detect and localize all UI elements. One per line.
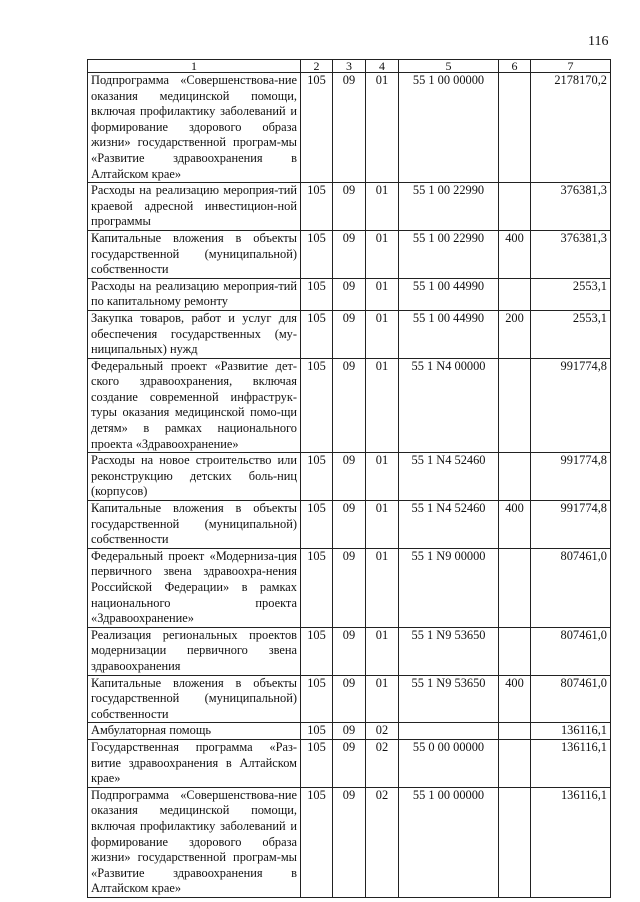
cell-ministry-code: 105 bbox=[301, 183, 333, 231]
cell-ministry-code: 105 bbox=[301, 548, 333, 627]
cell-expense-type bbox=[499, 183, 531, 231]
table-row bbox=[88, 548, 611, 627]
cell-subsection: 01 bbox=[366, 310, 399, 358]
table-row bbox=[88, 358, 611, 453]
cell-expense-type bbox=[499, 453, 531, 501]
cell-target-article: 55 1 00 00000 bbox=[399, 787, 499, 897]
cell-subsection: 01 bbox=[366, 453, 399, 501]
cell-section: 09 bbox=[333, 548, 366, 627]
cell-expense-type: 200 bbox=[499, 310, 531, 358]
cell-target-article: 55 1 00 44990 bbox=[399, 310, 499, 358]
cell-subsection: 01 bbox=[366, 501, 399, 549]
cell-expense-type: 400 bbox=[499, 501, 531, 549]
table-row bbox=[88, 310, 611, 358]
page-number: 116 bbox=[588, 34, 609, 49]
cell-amount: 2178170,2 bbox=[531, 73, 611, 183]
cell-amount: 136116,1 bbox=[531, 787, 611, 897]
cell-subsection: 02 bbox=[366, 787, 399, 897]
row-description: Капитальные вложения в объекты государственной (муниципальной) собственности bbox=[88, 675, 301, 723]
column-header: 2 bbox=[301, 60, 333, 73]
cell-amount: 807461,0 bbox=[531, 627, 611, 675]
cell-target-article: 55 1 N4 52460 bbox=[399, 501, 499, 549]
cell-ministry-code: 105 bbox=[301, 358, 333, 453]
cell-ministry-code: 105 bbox=[301, 453, 333, 501]
cell-target-article: 55 1 N9 00000 bbox=[399, 548, 499, 627]
column-header: 7 bbox=[531, 60, 611, 73]
cell-amount: 376381,3 bbox=[531, 183, 611, 231]
budget-table bbox=[87, 59, 611, 898]
cell-ministry-code: 105 bbox=[301, 73, 333, 183]
cell-subsection: 02 bbox=[366, 723, 399, 740]
cell-section: 09 bbox=[333, 278, 366, 310]
cell-amount: 2553,1 bbox=[531, 278, 611, 310]
cell-subsection: 02 bbox=[366, 739, 399, 787]
cell-amount: 136116,1 bbox=[531, 739, 611, 787]
cell-expense-type bbox=[499, 723, 531, 740]
cell-target-article: 55 1 N9 53650 bbox=[399, 627, 499, 675]
row-description: Расходы на новое строительство или реконструкцию детских боль-ниц (корпусов) bbox=[88, 453, 301, 501]
cell-expense-type bbox=[499, 787, 531, 897]
cell-amount: 376381,3 bbox=[531, 230, 611, 278]
cell-ministry-code: 105 bbox=[301, 787, 333, 897]
row-description: Расходы на реализацию мероприя-тий по капитальному ремонту bbox=[88, 278, 301, 310]
column-header: 1 bbox=[88, 60, 301, 73]
cell-section: 09 bbox=[333, 739, 366, 787]
row-description: Подпрограмма «Совершенствова-ние оказания медицинской помощи, включая профилактику заболеваний и формирование здорового образа жизни» государственной програм-мы «Развитие здравоохранения в Алтайском крае» bbox=[88, 787, 301, 897]
cell-section: 09 bbox=[333, 627, 366, 675]
cell-subsection: 01 bbox=[366, 627, 399, 675]
table-row bbox=[88, 627, 611, 675]
cell-ministry-code: 105 bbox=[301, 310, 333, 358]
cell-ministry-code: 105 bbox=[301, 723, 333, 740]
cell-expense-type: 400 bbox=[499, 230, 531, 278]
cell-amount: 2553,1 bbox=[531, 310, 611, 358]
cell-subsection: 01 bbox=[366, 358, 399, 453]
row-description: Капитальные вложения в объекты государственной (муниципальной) собственности bbox=[88, 501, 301, 549]
cell-amount: 136116,1 bbox=[531, 723, 611, 740]
cell-amount: 807461,0 bbox=[531, 548, 611, 627]
cell-expense-type: 400 bbox=[499, 675, 531, 723]
cell-section: 09 bbox=[333, 453, 366, 501]
cell-target-article: 55 1 00 22990 bbox=[399, 183, 499, 231]
table-row bbox=[88, 278, 611, 310]
table-row bbox=[88, 723, 611, 740]
column-header: 4 bbox=[366, 60, 399, 73]
header-row bbox=[88, 60, 611, 73]
cell-ministry-code: 105 bbox=[301, 278, 333, 310]
cell-target-article: 55 1 00 22990 bbox=[399, 230, 499, 278]
cell-subsection: 01 bbox=[366, 675, 399, 723]
row-description: Капитальные вложения в объекты государственной (муниципальной) собственности bbox=[88, 230, 301, 278]
cell-target-article bbox=[399, 723, 499, 740]
cell-ministry-code: 105 bbox=[301, 739, 333, 787]
cell-section: 09 bbox=[333, 723, 366, 740]
cell-section: 09 bbox=[333, 183, 366, 231]
cell-amount: 807461,0 bbox=[531, 675, 611, 723]
cell-section: 09 bbox=[333, 310, 366, 358]
column-header: 6 bbox=[499, 60, 531, 73]
cell-expense-type bbox=[499, 278, 531, 310]
row-description: Закупка товаров, работ и услуг для обеспечения государственных (му-ниципальных) нужд bbox=[88, 310, 301, 358]
table-row bbox=[88, 739, 611, 787]
cell-section: 09 bbox=[333, 73, 366, 183]
table-row bbox=[88, 501, 611, 549]
row-description: Амбулаторная помощь bbox=[88, 723, 301, 740]
cell-ministry-code: 105 bbox=[301, 501, 333, 549]
cell-target-article: 55 1 N9 53650 bbox=[399, 675, 499, 723]
row-description: Расходы на реализацию мероприя-тий краевой адресной инвестицион-ной программы bbox=[88, 183, 301, 231]
cell-section: 09 bbox=[333, 675, 366, 723]
cell-subsection: 01 bbox=[366, 548, 399, 627]
cell-subsection: 01 bbox=[366, 183, 399, 231]
cell-subsection: 01 bbox=[366, 230, 399, 278]
row-description: Подпрограмма «Совершенствова-ние оказания медицинской помощи, включая профилактику заболеваний и формирование здорового образа жизни» государственной програм-мы «Развитие здравоохранения в Алтайском крае» bbox=[88, 73, 301, 183]
column-header: 5 bbox=[399, 60, 499, 73]
cell-amount: 991774,8 bbox=[531, 453, 611, 501]
cell-section: 09 bbox=[333, 230, 366, 278]
cell-expense-type bbox=[499, 358, 531, 453]
cell-expense-type bbox=[499, 627, 531, 675]
cell-expense-type bbox=[499, 548, 531, 627]
cell-section: 09 bbox=[333, 501, 366, 549]
cell-section: 09 bbox=[333, 787, 366, 897]
cell-ministry-code: 105 bbox=[301, 627, 333, 675]
cell-ministry-code: 105 bbox=[301, 230, 333, 278]
table-row bbox=[88, 453, 611, 501]
cell-target-article: 55 1 00 44990 bbox=[399, 278, 499, 310]
row-description: Реализация региональных проектов модернизации первичного звена здравоохранения bbox=[88, 627, 301, 675]
cell-expense-type bbox=[499, 739, 531, 787]
cell-target-article: 55 0 00 00000 bbox=[399, 739, 499, 787]
column-header: 3 bbox=[333, 60, 366, 73]
cell-subsection: 01 bbox=[366, 278, 399, 310]
cell-subsection: 01 bbox=[366, 73, 399, 183]
row-description: Государственная программа «Раз-витие здравоохранения в Алтайском крае» bbox=[88, 739, 301, 787]
cell-target-article: 55 1 00 00000 bbox=[399, 73, 499, 183]
cell-amount: 991774,8 bbox=[531, 358, 611, 453]
cell-section: 09 bbox=[333, 358, 366, 453]
row-description: Федеральный проект «Модерниза-ция первичного звена здравоохра-нения Российской Федерации» в рамках национального проекта «Здравоохранение» bbox=[88, 548, 301, 627]
row-description: Федеральный проект «Развитие дет-ского здравоохранения, включая создание современной инфраструк-туры оказания медицинской помо-щи детям» в рамках национального проекта «Здравоохранение» bbox=[88, 358, 301, 453]
table-row bbox=[88, 183, 611, 231]
cell-amount: 991774,8 bbox=[531, 501, 611, 549]
cell-expense-type bbox=[499, 73, 531, 183]
table-row bbox=[88, 675, 611, 723]
table-row bbox=[88, 73, 611, 183]
cell-ministry-code: 105 bbox=[301, 675, 333, 723]
table-row bbox=[88, 787, 611, 897]
cell-target-article: 55 1 N4 00000 bbox=[399, 358, 499, 453]
cell-target-article: 55 1 N4 52460 bbox=[399, 453, 499, 501]
table-row bbox=[88, 230, 611, 278]
